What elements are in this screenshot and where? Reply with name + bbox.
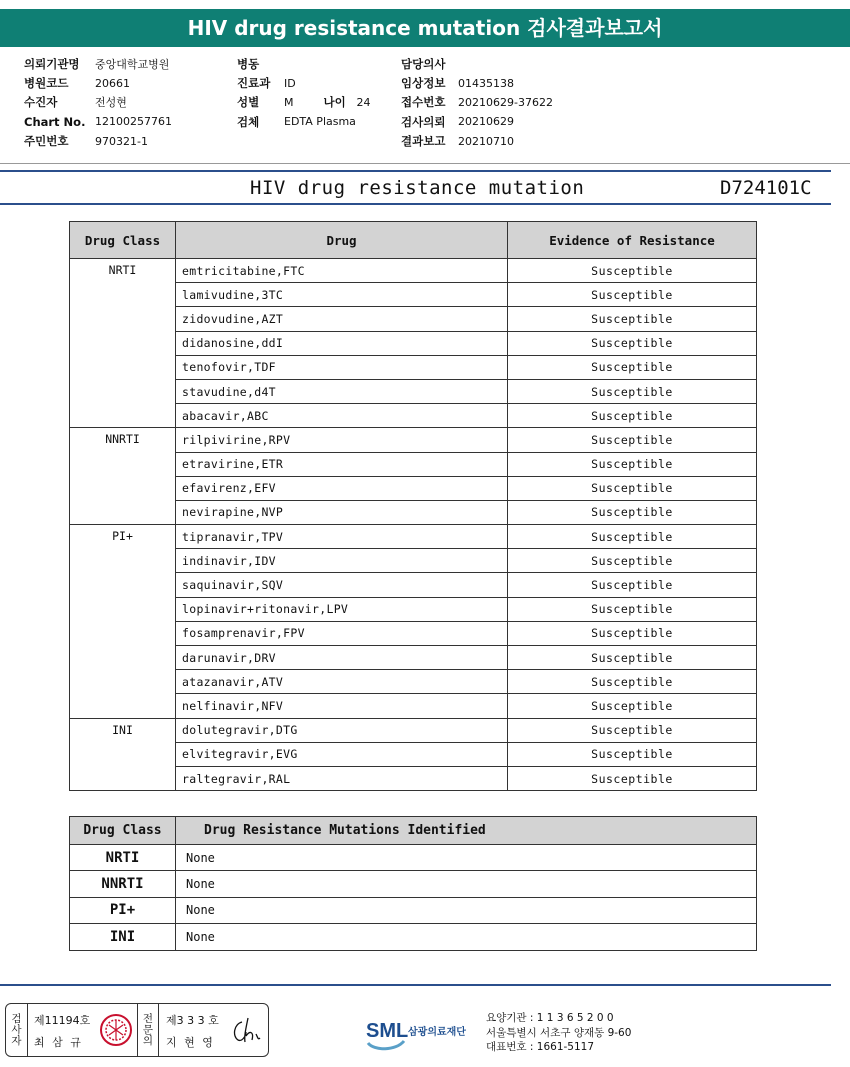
column-header-mutations: Drug Resistance Mutations Identified	[176, 817, 757, 845]
info-row	[24, 132, 172, 151]
specialist-license: 제3 3 3 호	[166, 1014, 219, 1027]
resistance-cell: Susceptible	[508, 525, 757, 549]
resistance-cell: Susceptible	[508, 670, 757, 694]
info-label: 임상정보	[401, 76, 446, 91]
mutation-value-cell: None	[176, 845, 757, 871]
info-row	[24, 54, 172, 73]
drug-cell: lamivudine,3TC	[176, 283, 508, 307]
info-row	[237, 93, 371, 112]
sml-logo-icon	[364, 1013, 484, 1051]
resistance-cell: Susceptible	[508, 766, 757, 790]
resistance-cell: Susceptible	[508, 694, 757, 718]
drug-cell: nelfinavir,NFV	[176, 694, 508, 718]
resistance-cell: Susceptible	[508, 500, 757, 524]
info-label: 검체	[237, 114, 260, 129]
info-label: 주민번호	[24, 134, 69, 149]
column-header-drug-class: Drug Class	[70, 817, 176, 845]
resistance-cell: Susceptible	[508, 331, 757, 355]
mutation-value-cell: None	[176, 897, 757, 923]
svg-text:삼광의료재단: 삼광의료재단	[408, 1027, 466, 1038]
specialist-label: 전 문 의	[137, 1004, 159, 1056]
resistance-cell: Susceptible	[508, 283, 757, 307]
resistance-cell: Susceptible	[508, 573, 757, 597]
org-phone: 대표번호 : 1661-5117	[486, 1041, 595, 1053]
drug-cell: zidovudine,AZT	[176, 307, 508, 331]
column-header-drug-class: Drug Class	[70, 222, 176, 259]
drug-cell: indinavir,IDV	[176, 549, 508, 573]
drug-cell: atazanavir,ATV	[176, 670, 508, 694]
table-row	[70, 428, 757, 452]
info-column-3	[401, 54, 553, 151]
drug-cell: emtricitabine,FTC	[176, 259, 508, 283]
resistance-cell: Susceptible	[508, 404, 757, 428]
resistance-cell: Susceptible	[508, 307, 757, 331]
resistance-cell: Susceptible	[508, 646, 757, 670]
info-label: 진료과	[237, 76, 271, 91]
drug-class-cell: NRTI	[70, 259, 176, 428]
drug-class-cell: INI	[70, 718, 176, 791]
table-row	[70, 871, 757, 897]
resistance-cell: Susceptible	[508, 428, 757, 452]
info-label: 결과보고	[401, 134, 446, 149]
info-label: 병동	[237, 56, 260, 71]
section-rule-top	[0, 170, 831, 172]
info-value: ID	[284, 76, 296, 90]
info-column-1	[24, 54, 172, 151]
info-value: 20210629	[458, 115, 514, 129]
info-value: 중앙대학교병원	[95, 57, 170, 71]
info-row	[24, 112, 172, 131]
mutations-table	[69, 816, 757, 951]
handwritten-signature-icon	[228, 1014, 264, 1048]
report-title: HIV drug resistance mutation 검사결과보고서	[0, 9, 850, 47]
examiner-license: 제11194호	[34, 1014, 91, 1027]
drug-cell: tipranavir,TPV	[176, 525, 508, 549]
table-header-row	[70, 222, 757, 259]
info-row	[401, 132, 553, 151]
drug-cell: nevirapine,NVP	[176, 500, 508, 524]
info-label: 접수번호	[401, 95, 446, 110]
header-divider	[0, 163, 850, 164]
table-row	[70, 718, 757, 742]
examiner-label: 검 사 자	[6, 1004, 28, 1056]
seal-stamp-icon	[99, 1013, 133, 1047]
drug-class-cell: NNRTI	[70, 428, 176, 525]
resistance-cell: Susceptible	[508, 597, 757, 621]
specialist-name: 지 현 영	[166, 1036, 215, 1049]
table-row	[70, 525, 757, 549]
info-value: 20210710	[458, 134, 514, 148]
info-row	[237, 54, 371, 73]
info-value: 970321-1	[95, 134, 148, 148]
table-row	[70, 259, 757, 283]
drug-cell: efavirenz,EFV	[176, 476, 508, 500]
drug-cell: etravirine,ETR	[176, 452, 508, 476]
resistance-cell: Susceptible	[508, 742, 757, 766]
column-header-drug: Drug	[176, 222, 508, 259]
drug-cell: abacavir,ABC	[176, 404, 508, 428]
table-row	[70, 897, 757, 923]
info-row	[24, 73, 172, 92]
mutation-class-cell: INI	[70, 924, 176, 950]
info-label: 성별	[237, 95, 260, 110]
mutation-value-cell: None	[176, 924, 757, 950]
info-value: M	[284, 95, 294, 109]
section-title: HIV drug resistance mutation	[250, 177, 585, 199]
svg-text:SML: SML	[366, 1020, 409, 1042]
resistance-cell: Susceptible	[508, 549, 757, 573]
info-row	[237, 112, 371, 131]
examiner-name: 최 삼 규	[34, 1036, 83, 1049]
organization-info	[486, 1011, 631, 1055]
info-value: 20661	[95, 76, 130, 90]
info-value: 20210629-37622	[458, 95, 553, 109]
patient-info-header	[0, 54, 850, 154]
info-row	[401, 73, 553, 92]
drug-cell: fosamprenavir,FPV	[176, 621, 508, 645]
info-label: 검사의뢰	[401, 114, 446, 129]
info-label: 수진자	[24, 95, 58, 110]
info-value: EDTA Plasma	[284, 115, 356, 129]
resistance-cell: Susceptible	[508, 379, 757, 403]
resistance-cell: Susceptible	[508, 476, 757, 500]
org-address: 서울특별시 서초구 양재동 9-60	[486, 1026, 632, 1039]
footer-rule	[0, 984, 831, 986]
drug-cell: tenofovir,TDF	[176, 355, 508, 379]
org-code: 요양기관 : 1 1 3 6 5 2 0 0	[486, 1012, 614, 1024]
info-label: 병원코드	[24, 76, 69, 91]
section-rule-bottom	[0, 203, 831, 205]
age-label: 나이	[323, 95, 346, 110]
report-code: D724101C	[720, 177, 812, 199]
info-label: Chart No.	[24, 114, 86, 129]
table-row	[70, 924, 757, 950]
drug-cell: lopinavir+ritonavir,LPV	[176, 597, 508, 621]
resistance-cell: Susceptible	[508, 621, 757, 645]
drug-cell: raltegravir,RAL	[176, 766, 508, 790]
resistance-cell: Susceptible	[508, 259, 757, 283]
info-row	[401, 93, 553, 112]
drug-cell: elvitegravir,EVG	[176, 742, 508, 766]
drug-class-cell: PI+	[70, 525, 176, 719]
mutation-class-cell: PI+	[70, 897, 176, 923]
drug-cell: rilpivirine,RPV	[176, 428, 508, 452]
info-label: 의뢰기관명	[24, 56, 80, 71]
drug-cell: didanosine,ddI	[176, 331, 508, 355]
drug-cell: stavudine,d4T	[176, 379, 508, 403]
table-row	[70, 845, 757, 871]
info-row	[401, 54, 553, 73]
table-header-row	[70, 817, 757, 845]
drug-cell: darunavir,DRV	[176, 646, 508, 670]
age-value: 24	[356, 95, 371, 109]
info-column-2	[237, 54, 371, 132]
resistance-cell: Susceptible	[508, 452, 757, 476]
info-label: 담당의사	[401, 56, 446, 71]
resistance-cell: Susceptible	[508, 355, 757, 379]
drug-cell: dolutegravir,DTG	[176, 718, 508, 742]
info-row	[237, 73, 371, 92]
column-header-evidence: Evidence of Resistance	[508, 222, 757, 259]
mutation-value-cell: None	[176, 871, 757, 897]
info-value: 12100257761	[95, 115, 172, 129]
info-row	[401, 112, 553, 131]
info-row	[24, 93, 172, 112]
signature-box	[5, 1003, 269, 1057]
mutation-class-cell: NNRTI	[70, 871, 176, 897]
mutation-class-cell: NRTI	[70, 845, 176, 871]
resistance-cell: Susceptible	[508, 718, 757, 742]
drug-cell: saquinavir,SQV	[176, 573, 508, 597]
info-value: 전성현	[95, 96, 127, 110]
info-value: 01435138	[458, 76, 514, 90]
drug-resistance-table	[69, 221, 757, 791]
